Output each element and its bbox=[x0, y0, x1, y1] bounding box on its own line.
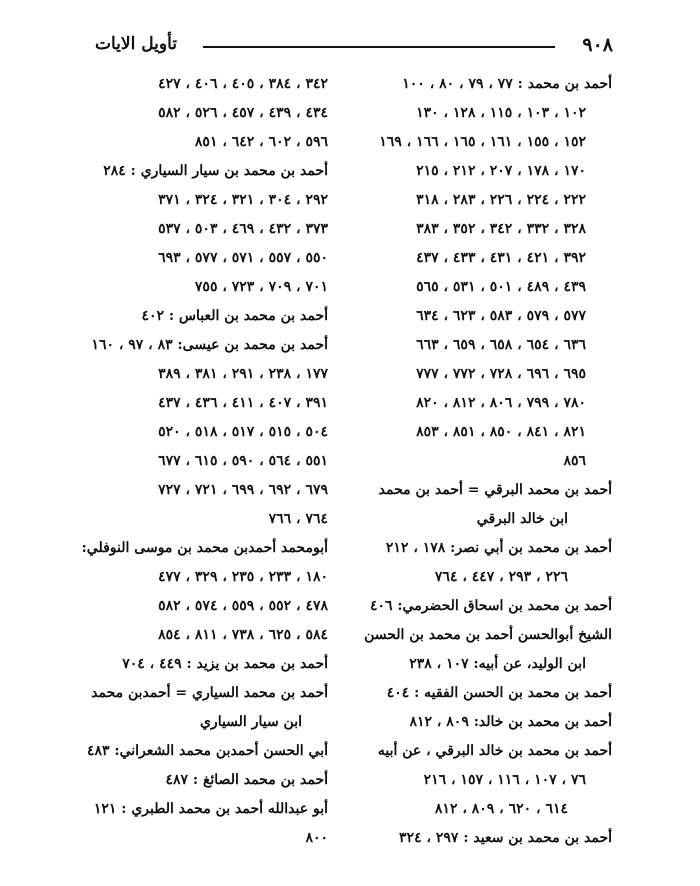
index-entry-line: أبو عبدالله أحمد بن محمد الطبري : ١٢١ bbox=[93, 801, 328, 817]
index-entry-line: ٦٩٥ ، ٦٩٦ ، ٧٢٨ ، ٧٧٢ ، ٧٧٧ bbox=[416, 366, 586, 382]
index-entry-line: أحمد بن محمد البرقي = أحمد بن محمد bbox=[378, 482, 612, 498]
index-entry-line: أحمد بن محمد بن سيار السياري : ٢٨٤ bbox=[103, 163, 328, 179]
index-entry-line: أحمد بن محمد السياري = أحمدبن محمد bbox=[91, 685, 328, 701]
index-entry-line: ٨٢١ ، ٨٤١ ، ٨٥٠ ، ٨٥١ ، ٨٥٣ bbox=[416, 424, 586, 440]
index-entry-line: ٣٧٣ ، ٤٣٢ ، ٤٦٩ ، ٥٠٣ ، ٥٣٧ bbox=[158, 221, 328, 237]
index-entry-line: ١٧٧ ، ٢٣٨ ، ٢٩١ ، ٣٨١ ، ٣٨٩ bbox=[158, 366, 328, 382]
page-header bbox=[95, 34, 613, 58]
index-entry-line: ٦٣٦ ، ٦٥٤ ، ٦٥٨ ، ٦٥٩ ، ٦٦٣ bbox=[416, 337, 586, 353]
index-entry-line: ٧٦ ، ١٠٧ ، ١١٦ ، ١٥٧ ، ٢١٦ bbox=[423, 772, 586, 788]
index-entry-line: أحمد بن محمد بن أبي نصر: ١٧٨ ، ٢١٢ bbox=[385, 540, 612, 556]
index-entry-line: أحمد بن محمد بن خالد البرقي ، عن أبيه bbox=[377, 743, 612, 759]
index-entry-line: أحمد بن محمد بن اسحاق الحضرمي: ٤٠٦ bbox=[369, 598, 612, 614]
index-entry-line: أحمد بن محمد : ٧٧ ، ٧٩ ، ٨٠ ، ١٠٠ bbox=[402, 76, 612, 92]
index-entry-line: ٨٠٠ bbox=[305, 830, 328, 846]
index-entry-line: أبي الحسن أحمدبن محمد الشعراني: ٤٨٣ bbox=[87, 743, 328, 759]
index-entry-line: ٣٩١ ، ٤٠٧ ، ٤١١ ، ٤٣٦ ، ٤٣٧ bbox=[158, 395, 328, 411]
index-entry-line: ٥٥٠ ، ٥٥٧ ، ٥٧١ ، ٥٧٧ ، ٦٩٣ bbox=[158, 250, 328, 266]
index-entry-line: ٨٥٦ bbox=[563, 453, 586, 469]
index-entry-line: ٥٧٧ ، ٥٧٩ ، ٥٨٣ ، ٦٢٣ ، ٦٣٤ bbox=[416, 308, 586, 324]
index-entry-line: ١٧٠ ، ١٧٨ ، ٢٠٧ ، ٢١٢ ، ٢١٥ bbox=[416, 163, 586, 179]
index-entry-line: ٥٠٤ ، ٥١٥ ، ٥١٧ ، ٥١٨ ، ٥٢٠ bbox=[158, 424, 328, 440]
index-column-right bbox=[350, 70, 612, 853]
index-entry-line: ٢٩٢ ، ٣٠٤ ، ٣٢١ ، ٣٢٤ ، ٣٧١ bbox=[158, 192, 328, 208]
index-entry-line: ٥٨٤ ، ٦٢٥ ، ٧٣٨ ، ٨١١ ، ٨٥٤ bbox=[158, 627, 328, 643]
index-entry-line: ٥٩٦ ، ٦٠٢ ، ٦٤٢ ، ٨٥١ bbox=[194, 134, 328, 150]
index-entry-line: الشيخ أبوالحسن أحمد بن محمد بن الحسن bbox=[364, 627, 612, 643]
index-entry-line: أحمد بن محمد بن العباس : ٤٠٢ bbox=[141, 308, 328, 324]
index-entry-line: ٣٢٨ ، ٣٣٢ ، ٣٤٢ ، ٣٥٢ ، ٣٨٣ bbox=[416, 221, 586, 237]
index-entry-line: ٧٨٠ ، ٧٩٩ ، ٨٠٦ ، ٨١٢ ، ٨٢٠ bbox=[416, 395, 586, 411]
running-title: تأويل الايات bbox=[95, 34, 177, 54]
index-column-left bbox=[76, 70, 328, 853]
index-entry-line: أحمد بن محمد بن عيسى: ٨٣ ، ٩٧ ، ١٦٠ bbox=[91, 337, 328, 353]
header-rule bbox=[203, 46, 555, 48]
index-entry-line: ١٨٠ ، ٢٣٣ ، ٢٣٥ ، ٣٢٩ ، ٤٧٧ bbox=[158, 569, 328, 585]
index-entry-line: ٤٣٤ ، ٤٣٩ ، ٤٥٧ ، ٥٢٦ ، ٥٨٢ bbox=[158, 105, 328, 121]
index-entry-line: ٢٢٦ ، ٢٩٣ ، ٤٤٧ ، ٧٦٤ bbox=[434, 569, 568, 585]
index-entry-line: ٦١٤ ، ٦٢٠ ، ٨٠٩ ، ٨١٢ bbox=[434, 801, 568, 817]
index-entry-line: أبومحمد أحمدبن محمد بن موسى النوفلي: bbox=[81, 540, 328, 556]
index-entry-line: ابن سيار السياري bbox=[199, 714, 302, 730]
index-entry-line: ابن الوليد، عن أبيه: ١٠٧ ، ٢٣٨ bbox=[409, 656, 586, 672]
index-entry-line: ابن خالد البرقي bbox=[476, 511, 568, 527]
page-number: ٩٠٨ bbox=[582, 34, 613, 56]
index-entry-line: ٧٦٤ ، ٧٦٦ bbox=[268, 511, 328, 527]
index-entry-line: ٤٣٩ ، ٤٨٩ ، ٥٠١ ، ٥٣١ ، ٥٦٥ bbox=[416, 279, 586, 295]
index-entry-line: أحمد بن محمد بن خالد: ٨٠٩ ، ٨١٢ bbox=[409, 714, 612, 730]
index-entry-line: ٢٢٢ ، ٢٢٤ ، ٢٢٦ ، ٢٨٣ ، ٣١٨ bbox=[416, 192, 586, 208]
index-entry-line: ٤٧٨ ، ٥٥٢ ، ٥٥٩ ، ٥٧٤ ، ٥٨٢ bbox=[158, 598, 328, 614]
index-entry-line: أحمد بن محمد بن الحسن الفقيه : ٤٠٤ bbox=[386, 685, 612, 701]
index-entry-line: ٧٠١ ، ٧٠٩ ، ٧٢٣ ، ٧٥٥ bbox=[194, 279, 328, 295]
index-entry-line: أحمد بن محمد بن يزيد : ٤٤٩ ، ٧٠٤ bbox=[122, 656, 328, 672]
index-entry-line: أحمد بن محمد بن سعيد : ٢٩٧ ، ٣٢٤ bbox=[399, 830, 612, 846]
index-entry-line: ١٥٢ ، ١٥٥ ، ١٦١ ، ١٦٥ ، ١٦٦ ، ١٦٩ bbox=[379, 134, 586, 150]
index-entry-line: ١٠٢ ، ١٠٣ ، ١١٥ ، ١٢٨ ، ١٣٠ bbox=[416, 105, 586, 121]
index-entry-line: أحمد بن محمد الصائغ : ٤٨٧ bbox=[165, 772, 328, 788]
index-entry-line: ٣٤٢ ، ٣٨٤ ، ٤٠٥ ، ٤٠٦ ، ٤٢٧ bbox=[158, 76, 328, 92]
index-entry-line: ٥٥١ ، ٥٦٤ ، ٥٩٠ ، ٦١٥ ، ٦٧٧ bbox=[158, 453, 328, 469]
index-entry-line: ٦٧٩ ، ٦٩٢ ، ٦٩٩ ، ٧٢١ ، ٧٢٧ bbox=[158, 482, 328, 498]
index-entry-line: ٣٩٢ ، ٤٢١ ، ٤٣١ ، ٤٣٣ ، ٤٣٧ bbox=[416, 250, 586, 266]
